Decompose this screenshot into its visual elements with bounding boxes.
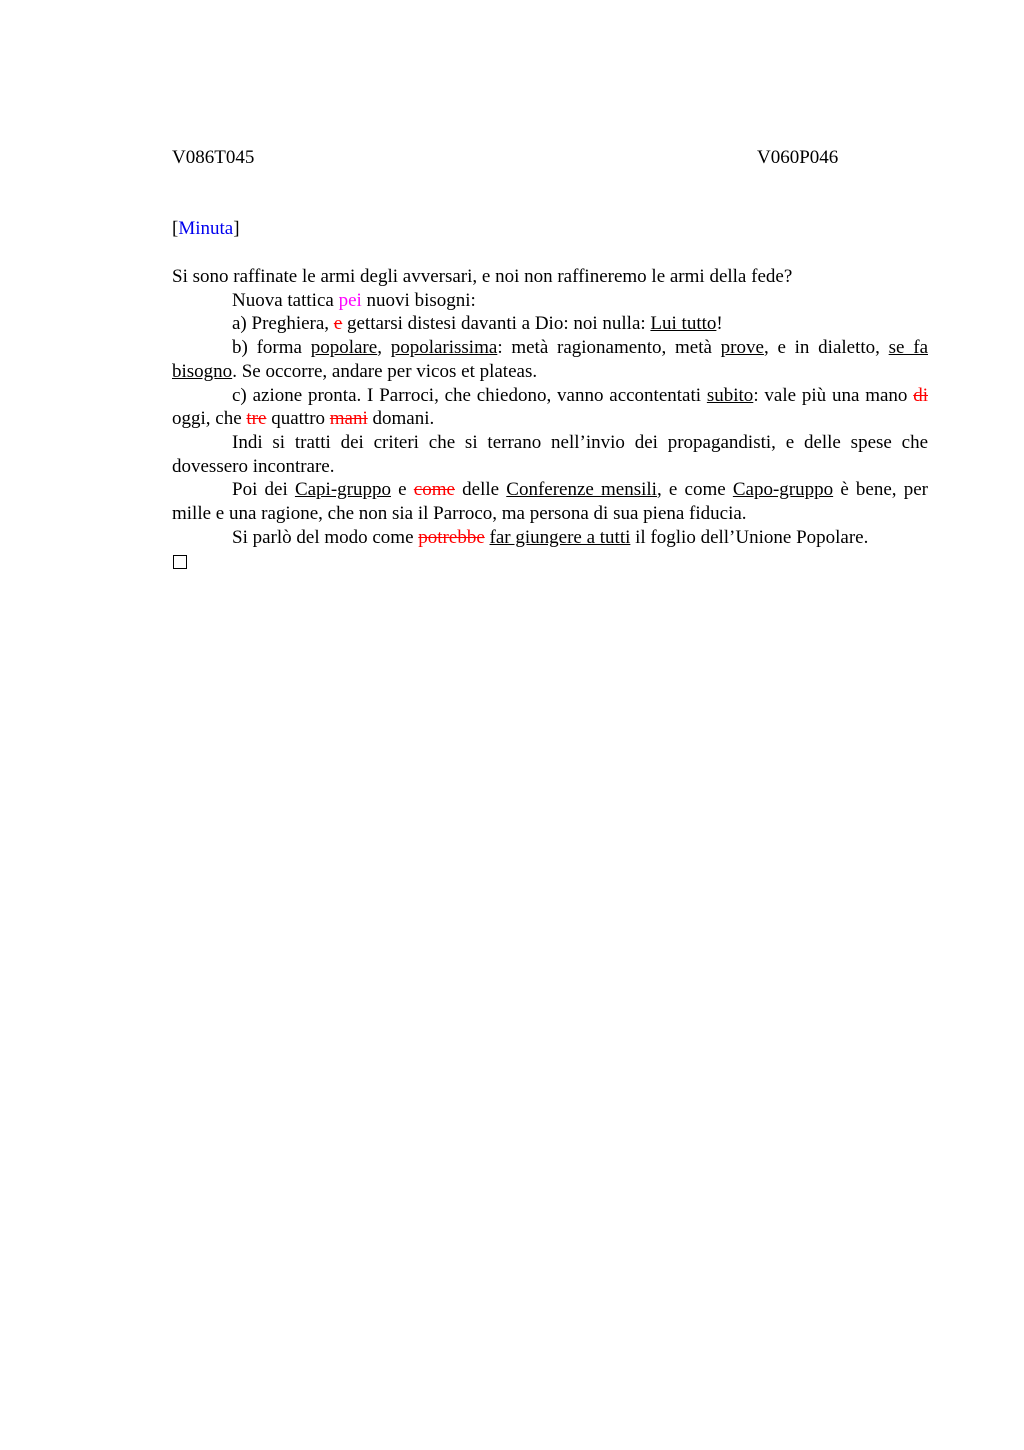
p5-deletion-1: di — [913, 384, 928, 406]
p5-text-2: : vale più una mano — [753, 384, 914, 406]
document-code-left: V086T045 — [172, 147, 255, 168]
label-close-bracket: ] — [233, 218, 240, 239]
p7-text-2: e — [390, 479, 414, 501]
p4-text-1: b) forma — [232, 337, 311, 359]
p5-text-3: oggi, che — [172, 408, 247, 430]
p4-text-2: , — [377, 337, 391, 359]
p7-deletion-1: come — [413, 479, 455, 501]
p5-text-1: c) azione pronta. I Parroci, che chiedono, vanno accontentati — [232, 384, 707, 406]
p3-deletion: e — [333, 313, 343, 335]
paragraph-5 — [172, 384, 928, 431]
p3-underline-1: Lui tutto — [650, 313, 717, 335]
paragraph-4 — [172, 336, 928, 383]
p2-text-2: nuovi bisogni: — [361, 289, 476, 311]
p5-deletion-2: tre — [246, 408, 267, 430]
paragraph-8 — [172, 526, 928, 550]
paragraph-7 — [172, 478, 928, 525]
p7-underline-1: Capi-gruppo — [294, 479, 391, 501]
paragraph-6: Indi si tratti dei criteri che si terrano nell’invio dei propagandisti, e delle spese che dovessero incontrare. — [172, 431, 928, 477]
label-open-bracket: [ — [172, 218, 179, 239]
p8-deletion-1: potrebbe — [418, 526, 485, 548]
p4-underline-2: popolarissima — [390, 337, 498, 359]
p8-text-3: il foglio dell’Unione Popolare. — [630, 526, 869, 548]
paragraph-3 — [172, 312, 928, 336]
p5-underline-1: subito — [706, 384, 754, 406]
p7-text-5: è bene, per mille e una ragione, che non sia il Parroco, ma persona di sua piena fiducia. — [172, 479, 928, 525]
p5-text-4: quattro — [266, 408, 330, 430]
paragraph-1: Si sono raffinate le armi degli avversari, e noi non raffineremo le armi della fede? — [172, 266, 793, 287]
end-marker-square-icon — [173, 555, 187, 569]
label-text: Minuta — [178, 218, 234, 239]
p7-text-4: , e come — [656, 479, 733, 501]
p7-text-1: Poi dei — [232, 479, 295, 501]
p8-underline-1: far giungere a tutti — [489, 526, 631, 548]
p7-underline-2: Conferenze mensili — [506, 479, 657, 501]
p4-text-5: . Se occorre, andare per vicos et plateas. — [232, 360, 538, 382]
p4-underline-3: prove — [720, 337, 764, 359]
document-body — [172, 265, 928, 569]
p5-deletion-3: mani — [329, 408, 368, 430]
p4-text-3: : metà ragionamento, metà — [497, 337, 721, 359]
p5-text-5: domani. — [367, 408, 435, 430]
p4-underline-1: popolare — [310, 337, 378, 359]
p3-text-3: ! — [716, 313, 723, 335]
p8-text-1: Si parlò del modo come — [232, 526, 419, 548]
minuta-label — [172, 217, 240, 241]
p4-text-4: , e in dialetto, — [763, 337, 889, 359]
p2-text-1: Nuova tattica — [232, 289, 339, 311]
p4-underline-4: se fa bisogno — [172, 337, 928, 382]
p2-insertion: pei — [338, 289, 362, 311]
document-code-right: V060P046 — [757, 147, 839, 168]
p7-text-3: delle — [454, 479, 507, 501]
p7-underline-3: Capo-gruppo — [732, 479, 834, 501]
p3-text-2: gettarsi distesi davanti a Dio: noi nulla: — [342, 313, 651, 335]
paragraph-2 — [172, 289, 928, 313]
p3-text-1: a) Preghiera, — [232, 313, 334, 335]
